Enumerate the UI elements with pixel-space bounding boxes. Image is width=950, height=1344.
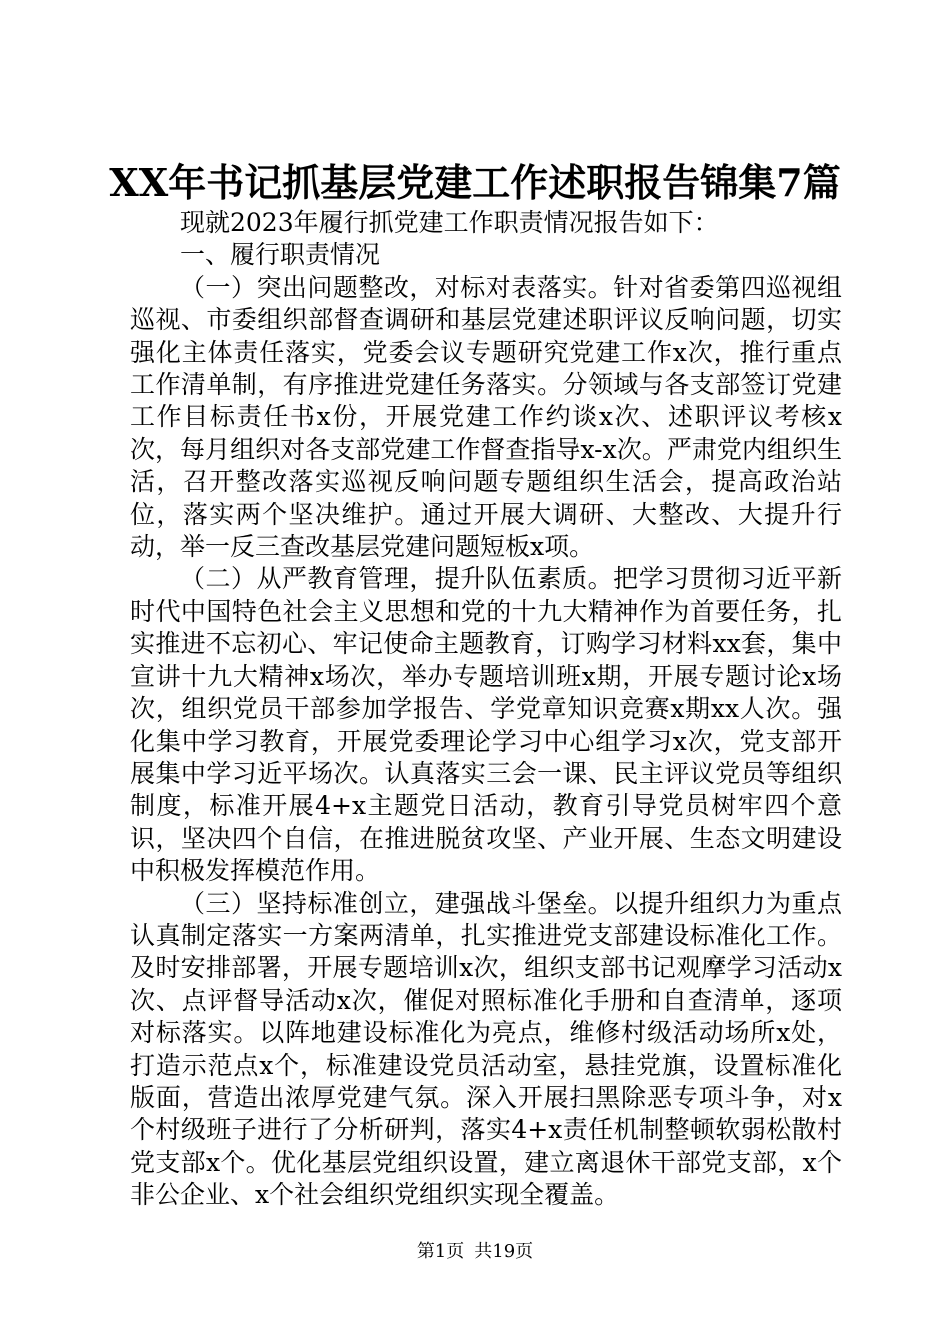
page-footer xyxy=(0,1240,950,1264)
document-title: XX年书记抓基层党建工作述职报告锦集7篇 xyxy=(109,160,841,205)
page-total: 共19页 xyxy=(474,1241,534,1262)
section-heading: 一、履行职责情况 xyxy=(180,240,381,270)
body-paragraph: （二）从严教育管理，提升队伍素质。把学习贯彻习近平新时代中国特色社会主义思想和党的十九大精神作为首要任务，扎实推进不忘初心、牢记使命主题教育，订购学习材料xx套，集中宣讲十九大精神x场次，举办专题培训班x期，开展专题讨论x场次，组织党员干部参加学报告、学党章知识竞赛x期xx人次。强化集中学习教育，开展党委理论学习中心组学习x次，党支部开展集中学习近平场次。认真落实三会一课、民主评议党员等组织制度，标准开展4+x主题党日活动，教育引导党员树牢四个意识，坚决四个自信，在推进脱贫攻坚、产业开展、生态文明建设中积极发挥模范作用。 xyxy=(130,564,842,886)
document-body xyxy=(130,207,842,1212)
body-paragraph: （一）突出问题整改，对标对表落实。针对省委第四巡视组巡视、市委组织部督查调研和基层党建述职评议反响问题，切实强化主体责任落实，党委会议专题研究党建工作x次，推行重点工作清单制，有序推进党建任务落实。分领域与各支部签订党建工作目标责任书x份，开展党建工作约谈x次、述职评议考核x次，每月组织对各支部党建工作督查指导x-x次。严肃党内组织生活，召开整改落实巡视反响问题专题组织生活会，提高政治站位，落实两个坚决维护。通过开展大调研、大整改、大提升行动，举一反三查改基层党建问题短板x项。 xyxy=(130,272,842,562)
intro-paragraph: 现就2023年履行抓党建工作职责情况报告如下： xyxy=(180,208,719,237)
body-paragraph: （三）坚持标准创立，建强战斗堡垒。以提升组织力为重点认真制定落实一方案两清单，扎实推进党支部建设标准化工作。及时安排部署，开展专题培训x次，组织支部书记观摩学习活动x次、点评督导活动x次，催促对照标准化手册和自查清单，逐项对标落实。以阵地建设标准化为亮点，维修村级活动场所x处，打造示范点x个，标准建设党员活动室，悬挂党旗，设置标准化版面，营造出浓厚党建气氛。深入开展扫黑除恶专项斗争，对x个村级班子进行了分析研判，落实4+x责任机制整顿软弱松散村党支部x个。优化基层党组织设置，建立离退休干部党支部，x个非公企业、x个社会组织党组织实现全覆盖。 xyxy=(130,888,842,1210)
page-number: 第1页 xyxy=(416,1241,465,1262)
